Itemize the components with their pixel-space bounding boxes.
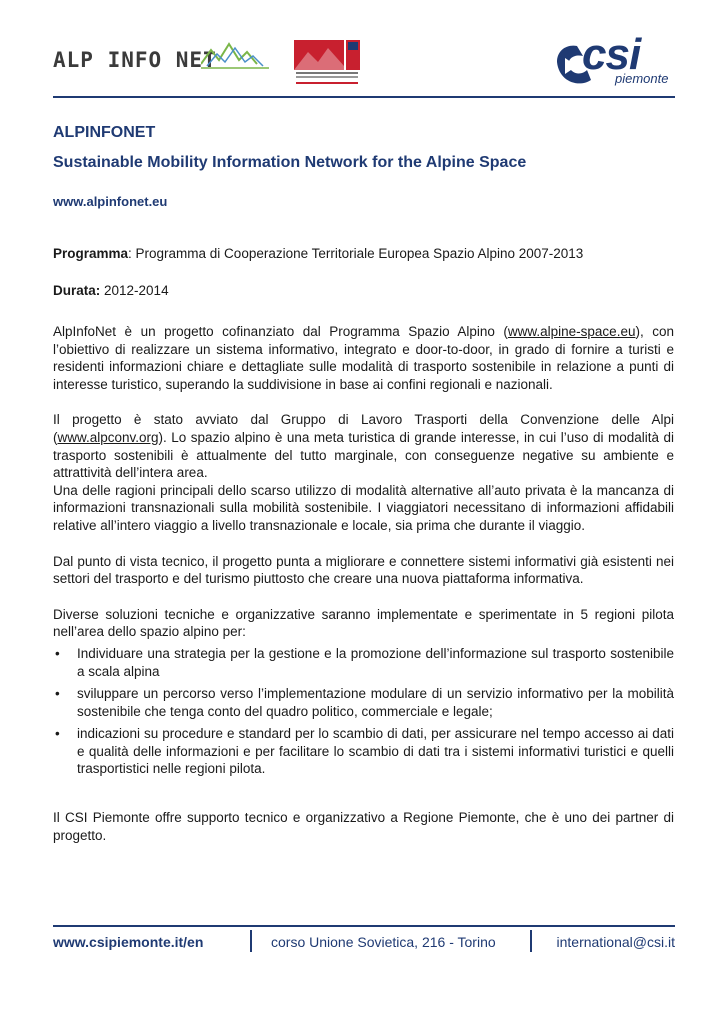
csi-logo-subtext: piemonte <box>615 71 669 86</box>
csi-logo-text: csi <box>582 30 641 79</box>
paragraph-intro: AlpInfoNet è un progetto cofinanziato dal Programma Spazio Alpino (www.alpine-space.eu), con l’obiettivo di realizzare un sistema informativo, integrato e door-to-door, in grado di fornire a turisti e residenti informazioni chiare e dettagliate sulle modalità di trasporto sostenibile in relazione a punti di interesse turistico, superando la suddivisione in base ai confini regionali e nazionali. <box>53 324 674 392</box>
page-header <box>0 0 725 100</box>
doc-subtitle: Sustainable Mobility Information Network for the Alpine Space <box>53 154 527 171</box>
alpine-space-link[interactable]: www.alpine-space.eu <box>507 324 636 339</box>
paragraph-technical: Dal punto di vista tecnico, il progetto punta a migliorare e connettere sistemi informativi già esistenti nei settori del trasporto e del turismo piuttosto che creare una nuova piattaforma informativa. <box>53 553 674 587</box>
doc-title: ALPINFONET <box>53 124 156 141</box>
paragraph-origin: Il progetto è stato avviato dal Gruppo di Lavoro Trasporti della Convenzione delle Alpi (www.alpconv.org). Lo spazio alpino è una meta turistica di grande interesse, in cui l’uso di modalità di trasporto sostenibili è attualmente del tutto marginale, con conseguenze negative su ambiente e attrattività dell’intera area. <box>53 412 674 481</box>
durata-field: Durata: 2012-2014 <box>53 283 169 298</box>
footer-email-link[interactable]: international@csi.it <box>556 934 675 950</box>
page-footer <box>53 934 675 956</box>
alpinfonet-logo: ALP INFO NET <box>53 48 217 72</box>
paragraph-csi-support: Il CSI Piemonte offre supporto tecnico e organizzativo a Regione Piemonte, che è uno dei partner di progetto. <box>53 810 674 843</box>
footer-website-link[interactable]: www.csipiemonte.it/en <box>53 934 204 950</box>
alpconv-link[interactable]: www.alpconv.org <box>57 429 159 445</box>
document-body <box>53 124 674 844</box>
list-item: • Individuare una strategia per la gestione e la promozione dell’informazione sul trasporto sostenibile a scala alpina <box>55 645 674 679</box>
mountain-lines-icon <box>201 40 271 70</box>
footer-separator <box>250 930 252 952</box>
list-item: • indicazioni su procedure e standard per lo scambio di dati, per assicurare nel tempo accesso ai dati e qualità delle informazioni e per facilitare lo scambio di dati tra i sistemi informativi turistici e quelli trasportistici nelle regioni pilota. <box>55 726 674 777</box>
list-item: • sviluppare un percorso verso l’implementazione modulare di un servizio informativo per la mobilità sostenibile che tenga conto del quadro politico, commerciale e legale; <box>55 686 674 719</box>
project-website[interactable]: www.alpinfonet.eu <box>53 194 168 209</box>
alpine-space-logo <box>288 38 366 88</box>
footer-address: corso Unione Sovietica, 216 - Torino <box>271 934 496 950</box>
footer-separator <box>530 930 532 952</box>
paragraph-solutions: Diverse soluzioni tecniche e organizzative saranno implementate e sperimentate in 5 regioni pilota nell’area dello spazio alpino per: <box>53 606 674 640</box>
footer-divider <box>53 925 675 927</box>
header-divider <box>53 96 675 98</box>
paragraph-reasons: Una delle ragioni principali dello scarso utilizzo di modalità alternative all’auto privata è la mancanza di informazioni transnazionali sulla mobilità sostenibile. I viaggiatori necessitano di informazioni affidabili relative all’intero viaggio a livello transnazionale e locale, sia prima che durante il viaggio. <box>53 482 674 533</box>
objectives-list <box>53 645 674 778</box>
programma-field: Programma: Programma di Cooperazione Territoriale Europea Spazio Alpino 2007-2013 <box>53 246 584 261</box>
